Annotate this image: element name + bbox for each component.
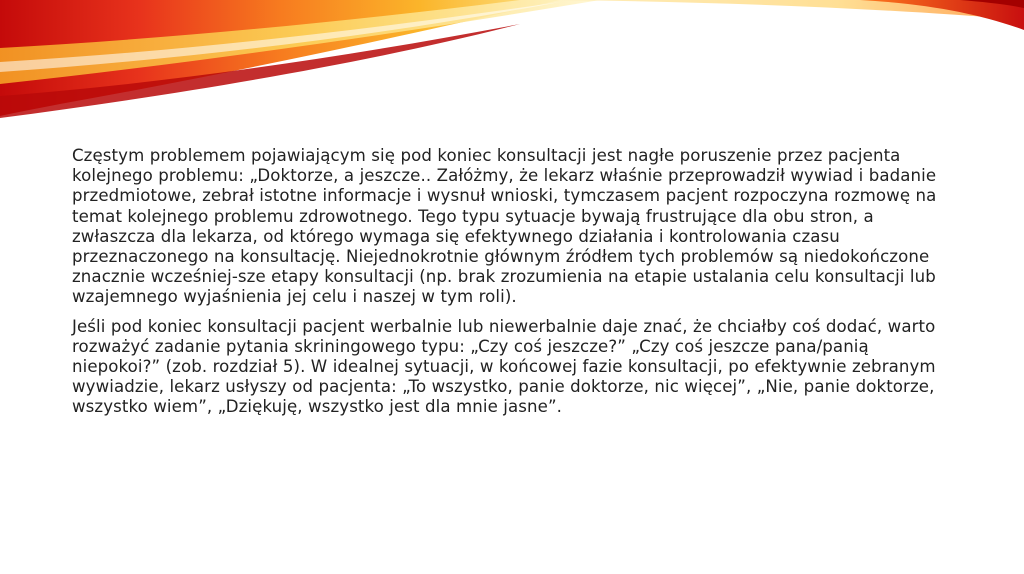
paragraph: Jeśli pod koniec konsultacji pacjent werbalnie lub niewerbalnie daje znać, że chciałby coś dodać, warto rozważyć zadanie pytania skriningowego typu: „Czy coś jeszcze?” „Czy coś jeszcze pana/panią niepokoi?” (zob. rozdział 5). W idealnej sytuacji, w końcowej fazie konsultacji, po efektywnie zebranym wywiadzie, lekarz usłyszy od pacjenta: „To wszystko, panie doktorze, nic więcej”, „Nie, panie doktorze, wszystko wiem”, „Dziękuję, wszystko jest dla mnie jasne”.	[72, 316, 936, 417]
decorative-swoosh-banner	[0, 0, 1024, 140]
paragraph: Częstym problemem pojawiającym się pod koniec konsultacji jest nagłe poruszenie przez pacjenta kolejnego problemu: „Doktorze, a jeszcze.. Załóżmy, że lekarz właśnie przeprowadził wywiad i badanie przedmiotowe, zebrał istotne informacje i wysnuł wnioski, tymczasem pacjent rozpoczyna rozmowę na temat kolejnego problemu zdrowotnego. Tego typu sytuacje bywają frustrujące dla obu stron, a zwłaszcza dla lekarza, od którego wymaga się efektywnego działania i kontrolowania czasu przeznaczonego na konsultację. Niejednokrotnie głównym źródłem tych problemów są niedokończone znacznie wcześniej-sze etapy konsultacji (np. brak zrozumienia na etapie ustalania celu konsultacji lub wzajemnego wyjaśnienia jej celu i naszej w tym roli).	[72, 146, 937, 307]
slide-body-text	[72, 146, 957, 418]
